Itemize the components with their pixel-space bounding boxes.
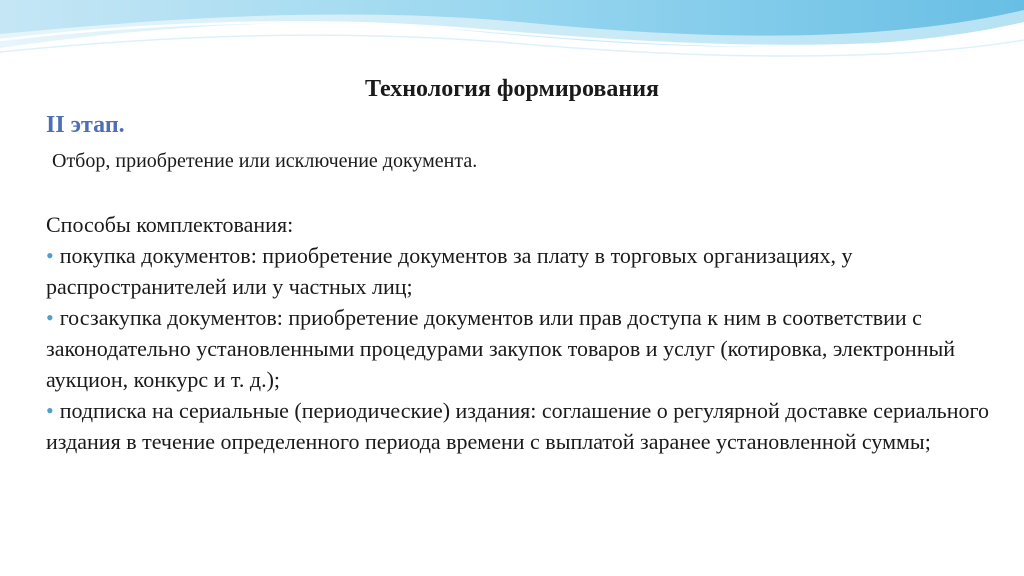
method-text: подписка на сериальные (периодические) издания: соглашение о регулярной доставке сериального издания в течение определенного периода времени с выплатой заранее установленной суммы; — [46, 398, 989, 454]
stage-description: Отбор, приобретение или исключение документа. — [52, 150, 478, 172]
slide-title: Технология формирования — [364, 76, 660, 102]
list-item — [46, 302, 996, 395]
bullet-icon: • — [46, 243, 54, 268]
method-text: госзакупка документов: приобретение документов или прав доступа к ним в соответствии с законодательно установленными процедурами закупок товаров и услуг (котировка, электронный аукцион, конкурс и т. д.); — [46, 305, 956, 392]
bullet-icon: • — [46, 305, 54, 330]
methods-heading: Способы комплектования: — [46, 212, 294, 237]
list-item — [46, 395, 996, 457]
list-item — [46, 240, 996, 302]
decorative-wave-header — [0, 0, 1024, 80]
method-text: покупка документов: приобретение документов за плату в торговых организациях, у распространителей или у частных лиц; — [46, 243, 853, 299]
stage-label: II этап. — [46, 112, 125, 138]
methods-section — [46, 209, 996, 457]
bullet-icon: • — [46, 398, 54, 423]
